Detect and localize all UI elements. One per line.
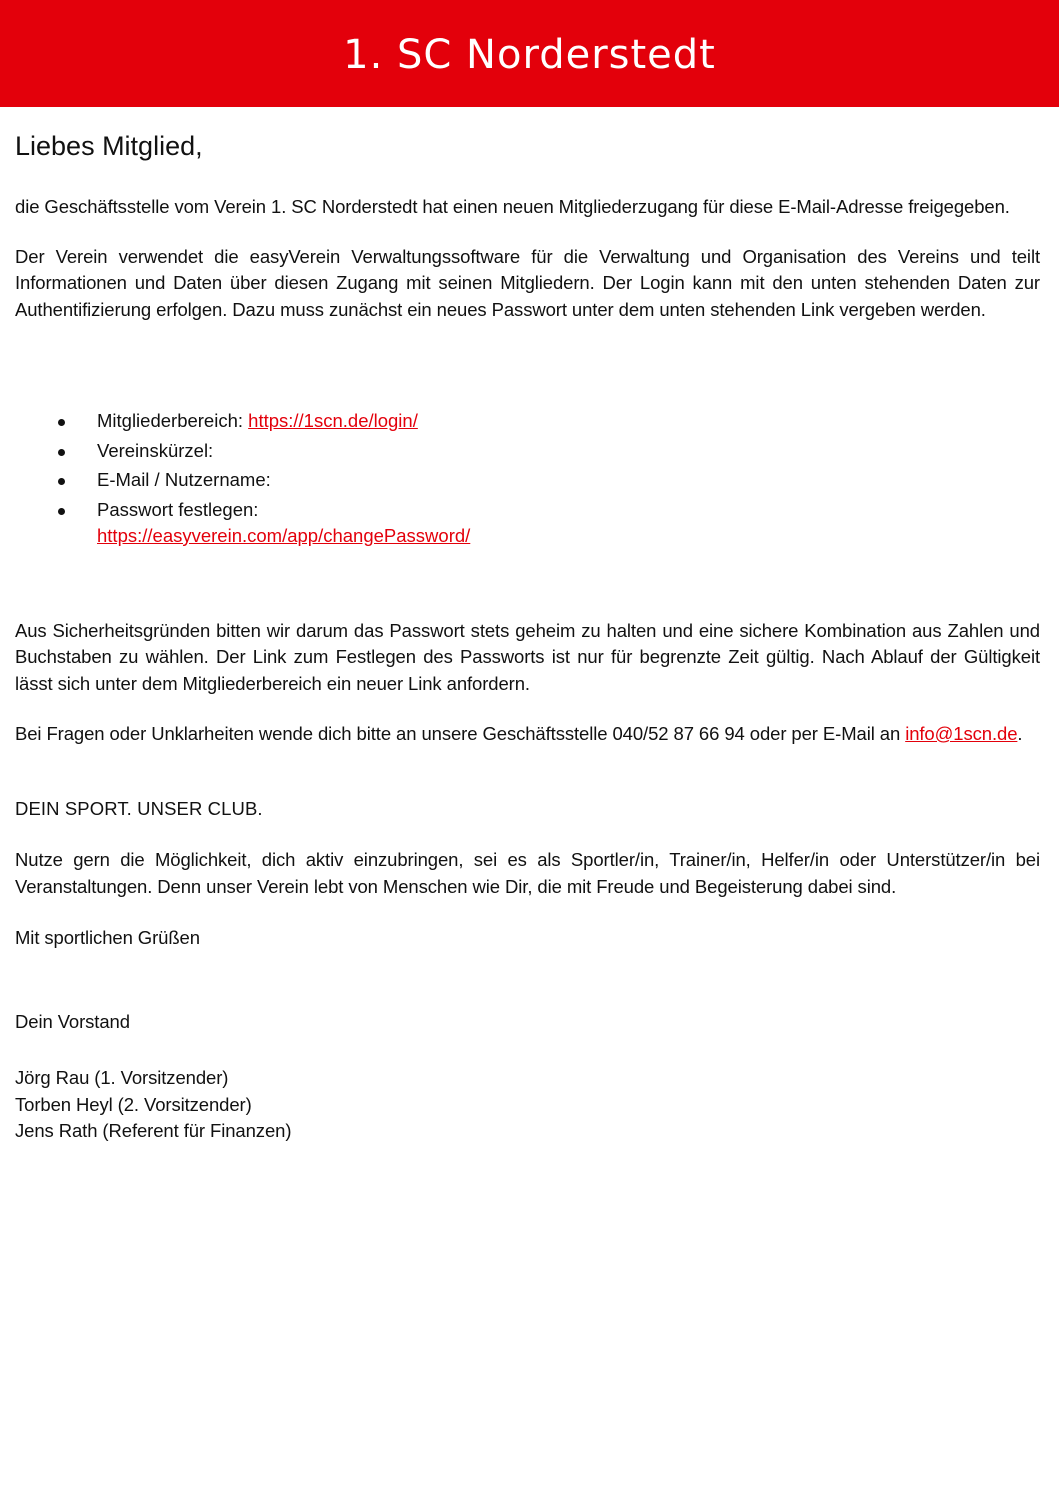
- board-member: Torben Heyl (2. Vorsitzender): [15, 1093, 252, 1115]
- list-item-username: [15, 467, 1040, 494]
- club-code-label: Vereinskürzel:: [97, 439, 214, 461]
- signature-block: [15, 925, 1040, 1145]
- list-item-set-password: [15, 497, 1040, 550]
- contact-end: .: [1017, 723, 1023, 744]
- set-password-label: Passwort festlegen:: [97, 498, 259, 520]
- member-area-link[interactable]: https://1scn.de/login/: [248, 410, 418, 431]
- closing-line: Mit sportlichen Grüßen: [15, 927, 200, 948]
- credentials-list: [15, 408, 1040, 550]
- list-item-club-code: [15, 438, 1040, 465]
- signoff-line: Dein Vorstand: [15, 1010, 130, 1032]
- contact-text: Bei Fragen oder Unklarheiten wende dich bitte an unsere Geschäftsstelle 040/52 87 66 94 oder per E-Mail an: [15, 723, 906, 744]
- bullet-icon: [58, 419, 65, 426]
- bullet-icon: [58, 508, 65, 515]
- board-member: Jörg Rau (1. Vorsitzender): [15, 1067, 229, 1088]
- letter-body: [15, 127, 1040, 1145]
- list-item-member-area: [15, 408, 1040, 435]
- set-password-link[interactable]: https://easyverein.com/app/changePassword/: [97, 525, 471, 546]
- email-link[interactable]: info@1scn.de: [905, 723, 1018, 744]
- username-label: E-Mail / Nutzername:: [97, 469, 271, 490]
- greeting: Liebes Mitglied,: [15, 131, 203, 161]
- software-paragraph: Der Verein verwendet die easyVerein Verwaltungssoftware für die Verwaltung und Organisation des Vereins und teilt Informationen und Daten über diesen Zugang mit seinen Mitgliedern. Der Login kann mit den unten stehenden Daten zur Authentifizierung erfolgen. Dazu muss zunächst ein neues Passwort unter dem unten stehenden Link vergeben werden.: [15, 245, 1040, 320]
- bullet-icon: [58, 478, 65, 485]
- club-title: 1. SC Norderstedt: [343, 31, 716, 78]
- club-slogan: DEIN SPORT. UNSER CLUB.: [15, 797, 263, 819]
- header-banner: [0, 0, 1059, 107]
- contact-paragraph: [15, 721, 1040, 748]
- member-area-label: Mitgliederbereich:: [97, 410, 249, 431]
- engagement-paragraph: Nutze gern die Möglichkeit, dich aktiv einzubringen, sei es als Sportler/in, Trainer/in, Helfer/in oder Unterstützer/in bei Veranstaltungen. Denn unser Verein lebt von Menschen wie Dir, die mit Freude und Begeisterung dabei sind.: [15, 849, 1040, 897]
- intro-paragraph: die Geschäftsstelle vom Verein 1. SC Norderstedt hat einen neuen Mitgliederzugang für diese E-Mail-Adresse freigegeben.: [15, 196, 1010, 217]
- board-member: Jens Rath (Referent für Finanzen): [15, 1120, 292, 1141]
- security-paragraph: Aus Sicherheitsgründen bitten wir darum das Passwort stets geheim zu halten und eine sichere Kombination aus Zahlen und Buchstaben zu wählen. Der Link zum Festlegen des Passworts ist nur für begrenzte Zeit gültig. Nach Ablauf der Gültigkeit lässt sich unter dem Mitgliederbereich ein neuer Link anfordern.: [15, 619, 1040, 694]
- bullet-icon: [58, 449, 65, 456]
